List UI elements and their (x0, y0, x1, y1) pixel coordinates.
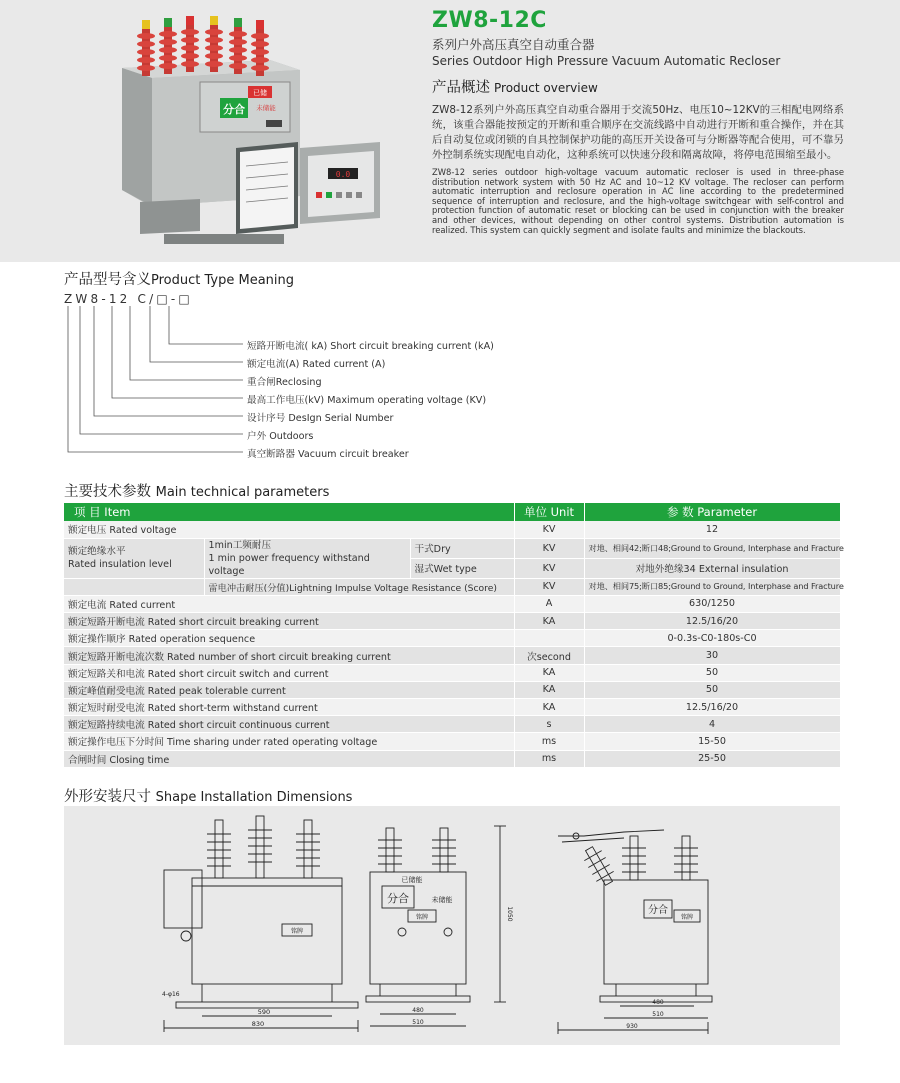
right-dim-480: 480 (652, 999, 664, 1006)
hero-section (0, 0, 900, 262)
row-unit: KA (514, 613, 584, 630)
side-dim-480: 480 (412, 1007, 424, 1014)
controller-display: 0.0 (335, 170, 351, 179)
product-type-code: ZW8-12 C/□-□ (64, 292, 193, 306)
row-value: 12.5/16/20 (584, 699, 840, 716)
table-row (64, 578, 840, 595)
overview-heading-en: Product overview (494, 81, 598, 95)
type-item-outdoors (247, 428, 313, 442)
freq-label-en: 1 min power frequency withstand voltage (208, 552, 370, 577)
dry-label: 干式Dry (410, 538, 514, 558)
type-item-max-voltage (247, 392, 486, 406)
row-value: 对地、相间75;断口85;Ground to Ground, Interphase and Fracture (584, 578, 840, 595)
type-item-en: Reclosing (275, 377, 322, 388)
type-item-design-serial (247, 410, 394, 424)
table-row (64, 521, 840, 538)
model-title: ZW8-12C (432, 8, 547, 33)
side-view-drawing (366, 826, 513, 1026)
panel-main-label: 分合 (223, 103, 245, 116)
row-unit: KV (514, 521, 584, 538)
wet-label: 湿式Wet type (410, 558, 514, 578)
right-main-label: 分合 (648, 905, 668, 916)
panel-top-label: 已储 (253, 89, 267, 97)
row-label: 额定电压 Rated voltage (64, 521, 514, 538)
front-bottom-dim: 830 (251, 1020, 265, 1028)
freq-label (204, 538, 410, 578)
row-unit: KA (514, 699, 584, 716)
row-unit: KV (514, 578, 584, 595)
table-row (64, 538, 840, 558)
type-item-en: Short circuit breaking current (kA) (327, 341, 494, 352)
params-heading (64, 480, 329, 501)
right-dim-930: 930 (626, 1023, 638, 1030)
header-unit: 单位 Unit (514, 503, 584, 521)
side-dim-510: 510 (412, 1019, 424, 1026)
type-item-reclosing (247, 374, 322, 388)
overview-heading-cn: 产品概述 (432, 80, 490, 96)
side-height-dim: 1050 (506, 906, 513, 922)
row-label: 额定短时耐受电流 Rated short-term withstand current (64, 699, 514, 716)
header-item: 项 目 Item (64, 503, 514, 521)
table-row (64, 699, 840, 716)
table-row (64, 681, 840, 698)
header-parameter: 参 数 Parameter (584, 503, 840, 521)
row-value: 4 (584, 716, 840, 733)
product-type-heading (64, 268, 294, 289)
params-heading-cn: 主要技术参数 (64, 484, 151, 500)
insulation-label-en: Rated insulation level (68, 559, 172, 571)
subtitle-cn: 系列户外高压真空自动重合器 (432, 37, 595, 52)
dimensions-drawing-area (64, 806, 840, 1045)
table-row (64, 647, 840, 664)
row-label: 额定操作电压下分时间 Time sharing under rated operating voltage (64, 733, 514, 750)
table-row (64, 733, 840, 750)
type-item-cn: 设计序号 (247, 413, 286, 424)
dimensions-heading (64, 785, 352, 806)
row-value: 15-50 (584, 733, 840, 750)
overview-heading (432, 76, 844, 97)
hero-text (432, 8, 844, 235)
row-unit: KV (514, 558, 584, 578)
params-header-row (64, 503, 840, 521)
row-unit (514, 630, 584, 647)
row-label: 额定峰值耐受电流 Rated peak tolerable current (64, 681, 514, 698)
front-view-drawing (162, 816, 358, 1032)
type-item-vacuum-breaker (247, 446, 409, 460)
dimensions-drawings (64, 806, 840, 1045)
side-nameplate-label: 铭牌 (415, 914, 429, 921)
row-label: 额定电流 Rated current (64, 595, 514, 612)
row-unit: ms (514, 733, 584, 750)
side-side-label: 未储能 (431, 896, 453, 904)
dimensions-heading-cn: 外形安装尺寸 (64, 789, 151, 805)
table-row (64, 613, 840, 630)
overview-text-cn: ZW8-12系列户外高压真空自动重合器用于交流50Hz、电压10~12KV的三相配电网络系统，该重合器能按预定的开断和重合顺序在交流线路中自动进行开断和重合操作，并在其后自动复位或闭锁的自具控制保护功能的高压开关设备可与分断器等配合使用，可不靠另外控制系统实现配电自动化，这种系统可以快速分段和隔离故障，将停电范围缩至最小。 (432, 104, 844, 161)
table-row (64, 750, 840, 767)
table-row (64, 716, 840, 733)
type-item-cn: 额定电流(A) (247, 359, 300, 370)
front-nameplate-label: 铭牌 (290, 928, 304, 935)
product-photo (60, 6, 400, 256)
row-label: 合闸时间 Closing time (64, 750, 514, 767)
product-type-heading-cn: 产品型号含义 (64, 272, 151, 288)
type-item-cn: 重合闸 (247, 377, 276, 388)
row-label: 额定短路开断电流 Rated short circuit breaking current (64, 613, 514, 630)
row-value: 对地外绝缘34 External insulation (584, 558, 840, 578)
type-item-short-circuit (247, 338, 494, 352)
params-table (64, 503, 844, 768)
type-item-en: DesIgn Serial Number (285, 413, 394, 424)
row-value: 12.5/16/20 (584, 613, 840, 630)
type-item-cn: 最高工作电压(kV) (247, 395, 325, 406)
row-unit: KA (514, 681, 584, 698)
side-main-label: 分合 (387, 892, 409, 905)
row-value: 30 (584, 647, 840, 664)
right-dim-510: 510 (652, 1011, 664, 1018)
impulse-label: 雷电冲击耐压(分值)Lightning Impulse Voltage Resistance (Score) (204, 578, 514, 595)
row-unit: KV (514, 538, 584, 558)
type-item-cn: 户外 (247, 431, 267, 442)
row-unit: 次second (514, 647, 584, 664)
row-label: 额定短路开断电流次数 Rated number of short circuit breaking current (64, 647, 514, 664)
row-value: 50 (584, 664, 840, 681)
front-inner-dim: 590 (257, 1008, 271, 1016)
row-label: 额定短路持续电流 Rated short circuit continuous current (64, 716, 514, 733)
subtitle-en: Series Outdoor High Pressure Vacuum Automatic Recloser (432, 54, 781, 68)
row-unit: KA (514, 664, 584, 681)
insulation-label (64, 538, 204, 578)
table-row (64, 664, 840, 681)
table-row (64, 595, 840, 612)
table-row (64, 630, 840, 647)
front-side-note: 4-φ16 (162, 991, 180, 998)
type-item-cn: 短路开断电流( kA) (247, 341, 328, 352)
row-value: 630/1250 (584, 595, 840, 612)
freq-label-cn: 1min工频耐压 (208, 539, 272, 551)
type-item-rated-current (247, 356, 385, 370)
row-label: 额定操作顺序 Rated operation sequence (64, 630, 514, 647)
type-item-cn: 真空断路器 (247, 449, 295, 460)
right-view-drawing (558, 830, 712, 1034)
row-unit: ms (514, 750, 584, 767)
row-value: 0-0.3s-C0-180s-C0 (584, 630, 840, 647)
type-item-en: Rated current (A) (299, 359, 386, 370)
row-value: 对地、相间42;断口48;Ground to Ground, Interphase and Fracture (584, 538, 840, 558)
insulation-label-cn: 额定绝缘水平 (68, 546, 126, 558)
row-value: 12 (584, 521, 840, 538)
side-top-label: 已储能 (401, 876, 423, 884)
params-heading-en: Main technical parameters (155, 485, 330, 500)
row-unit: s (514, 716, 584, 733)
row-unit: A (514, 595, 584, 612)
right-nameplate-label: 铭牌 (680, 914, 694, 921)
type-item-en: Outdoors (266, 431, 314, 442)
row-value: 25-50 (584, 750, 840, 767)
product-type-heading-en: Product Type Meaning (151, 273, 295, 288)
overview-text-en: ZW8-12 series outdoor high-voltage vacuum automatic recloser is used in three-phase distribution network system with 50 Hz AC and 10~12 KV voltage. The recloser can perform automatic interruption and reclosure operation in AC line according to the predetermined sequence of interruption and reclosure, and the high-voltage switchgear with self-control and protection function of automatic reset or blocking can be used in conjunction with the breaker and other devices, without depending on other control systems. Distribution automation is realized. This system can quickly segment and isolate faults and minimize the blackouts. (432, 167, 844, 235)
row-value: 50 (584, 681, 840, 698)
panel-side-label: 未储能 (256, 104, 276, 112)
dimensions-heading-en: Shape Installation Dimensions (155, 790, 353, 805)
type-item-en: Vacuum circuit breaker (294, 449, 409, 460)
row-label: 额定短路关和电流 Rated short circuit switch and current (64, 664, 514, 681)
type-item-en: Maximum operating voltage (KV) (324, 395, 487, 406)
